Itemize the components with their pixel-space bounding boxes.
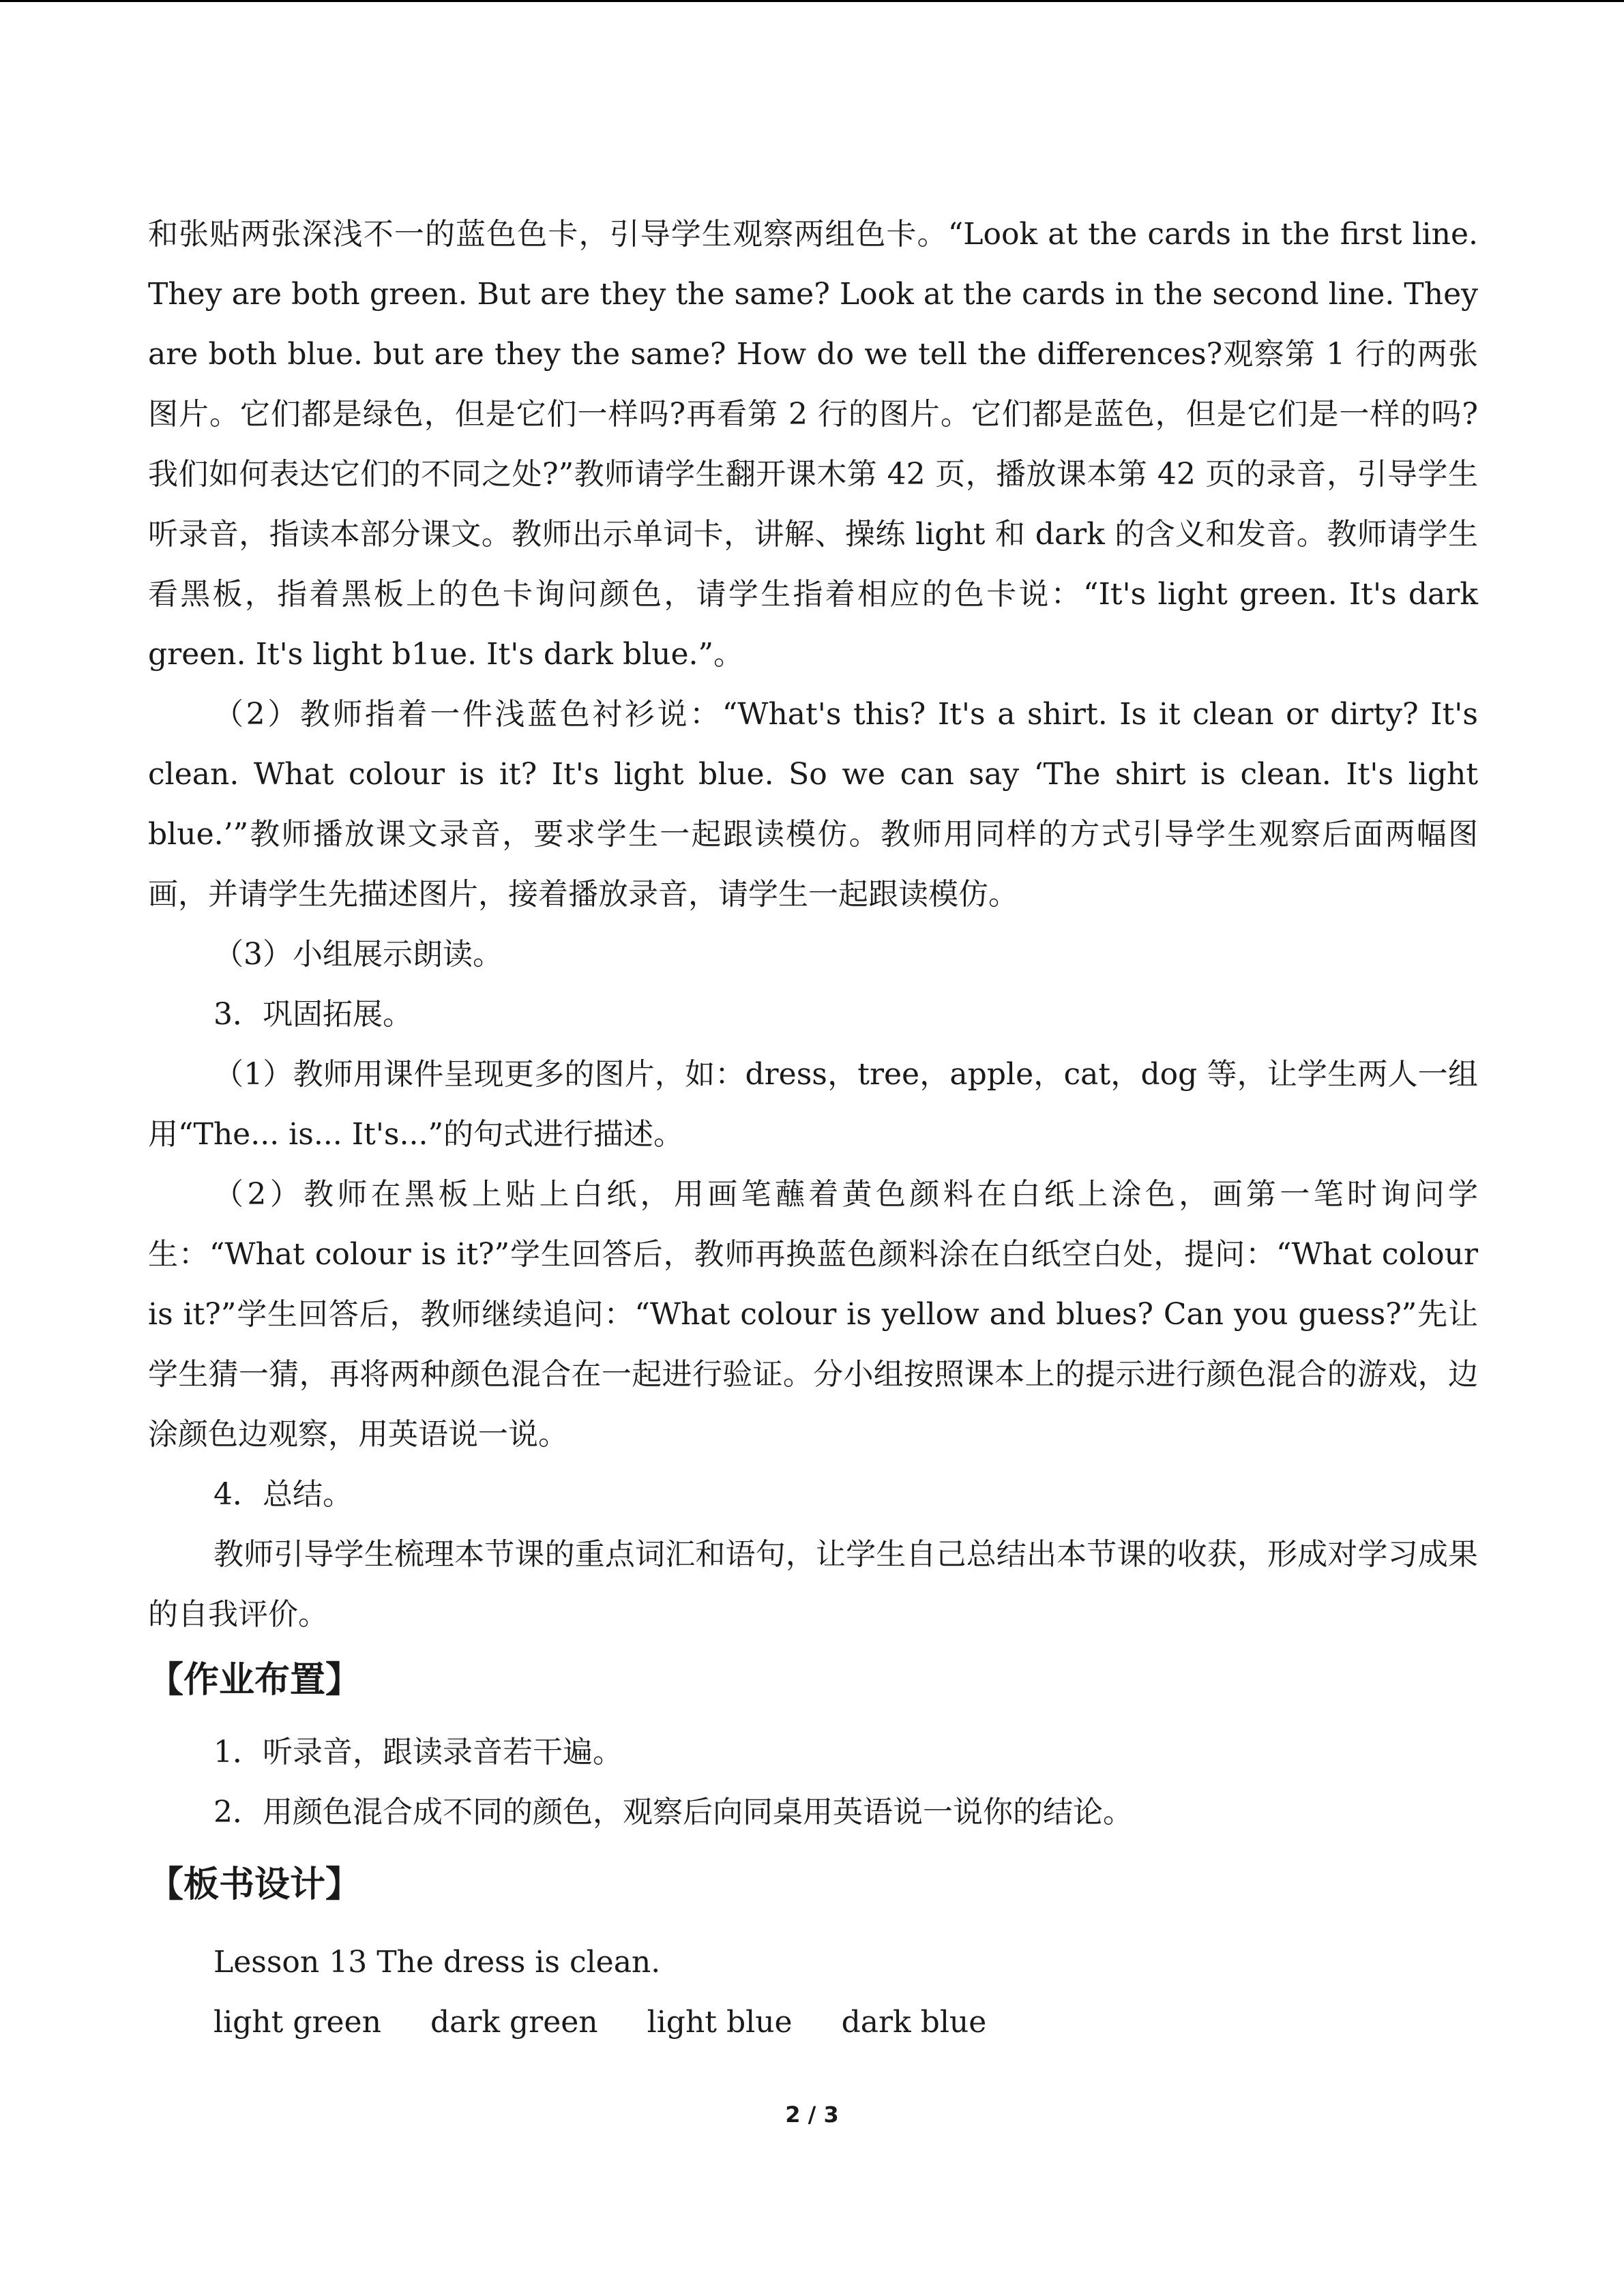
board-word: dark green <box>430 2005 598 2040</box>
paragraph-extension-2: （2）教师在黑板上贴上白纸，用画笔蘸着黄色颜料在白纸上涂色，画第一笔时询问学生：“What colour is it?”学生回答后，教师再换蓝色颜料涂在白纸空白处，提问：“What colour is it?”学生回答后，教师继续追问：“What colour is yellow and blues? Can you guess?”先让学生猜一猜，再将两种颜色混合在一起进行验证。分小组按照课本上的提示进行颜色混合的游戏，边涂颜色边观察，用英语说一说。 <box>148 1177 1478 1452</box>
board-vocabulary <box>213 1993 1478 2053</box>
paragraph-color-cards: 和张贴两张深浅不一的蓝色色卡，引导学生观察两组色卡。“Look at the cards in the first line. They are both green. But are they the same? Look at the cards in the second line. They are both blue. but are they the same? How do we tell the differences?观察第 1 行的两张图片。它们都是绿色，但是它们一样吗?再看第 2 行的图片。它们都是蓝色，但是它们是一样的吗?我们如何表达它们的不同之处?”教师请学生翻开课木第 42 页，播放课本第 42 页的录音，引导学生听录音，指读本部分课文。教师出示单词卡，讲解、操练 light 和 dark 的含义和发音。教师请学生看黑板，指着黑板上的色卡询问颜色，请学生指着相应的色卡说：“It's light green. It's dark green. It's light b1ue. It's dark blue.”。 <box>148 217 1478 672</box>
page-number: 2 / 3 <box>785 2102 839 2128</box>
document-body <box>148 205 1478 2053</box>
board-word: dark blue <box>841 2005 987 2040</box>
board-design-heading: 【板书设计】 <box>148 1864 361 1905</box>
homework-list <box>148 1723 1478 1843</box>
homework-item: 2．用颜色混合成不同的颜色，观察后向同桌用英语说一说你的结论。 <box>213 1795 1133 1830</box>
section-consolidation: 3．巩固拓展。 <box>213 997 413 1032</box>
homework-item: 1．听录音，跟读录音若干遍。 <box>213 1735 623 1770</box>
board-word: light blue <box>647 2005 793 2040</box>
section-summary: 4．总结。 <box>213 1477 353 1512</box>
paragraph-step-3: （3）小组展示朗读。 <box>213 937 503 972</box>
top-border-line <box>0 0 1624 2</box>
paragraph-summary: 教师引导学生梳理本节课的重点词汇和语句，让学生自己总结出本节课的收获，形成对学习成果的自我评价。 <box>148 1537 1478 1632</box>
board-design <box>148 1933 1478 2053</box>
paragraph-extension-1: （1）教师用课件呈现更多的图片，如：dress，tree，apple，cat，dog 等，让学生两人一组用“The... is... It's...”的句式进行描述。 <box>148 1057 1478 1152</box>
board-lesson-title: Lesson 13 The dress is clean. <box>213 1945 661 1980</box>
homework-heading: 【作业布置】 <box>148 1660 361 1701</box>
paragraph-step-2: （2）教师指着一件浅蓝色衬衫说：“What's this? It's a shirt. Is it clean or dirty? It's clean. What colour is it? It's light blue. So we can say ‘The shirt is clean. It's light blue.’”教师播放课文录音，要求学生一起跟读模仿。教师用同样的方式引导学生观察后面两幅图画，并请学生先描述图片，接着播放录音，请学生一起跟读模仿。 <box>148 697 1478 912</box>
board-word: light green <box>213 2005 381 2040</box>
